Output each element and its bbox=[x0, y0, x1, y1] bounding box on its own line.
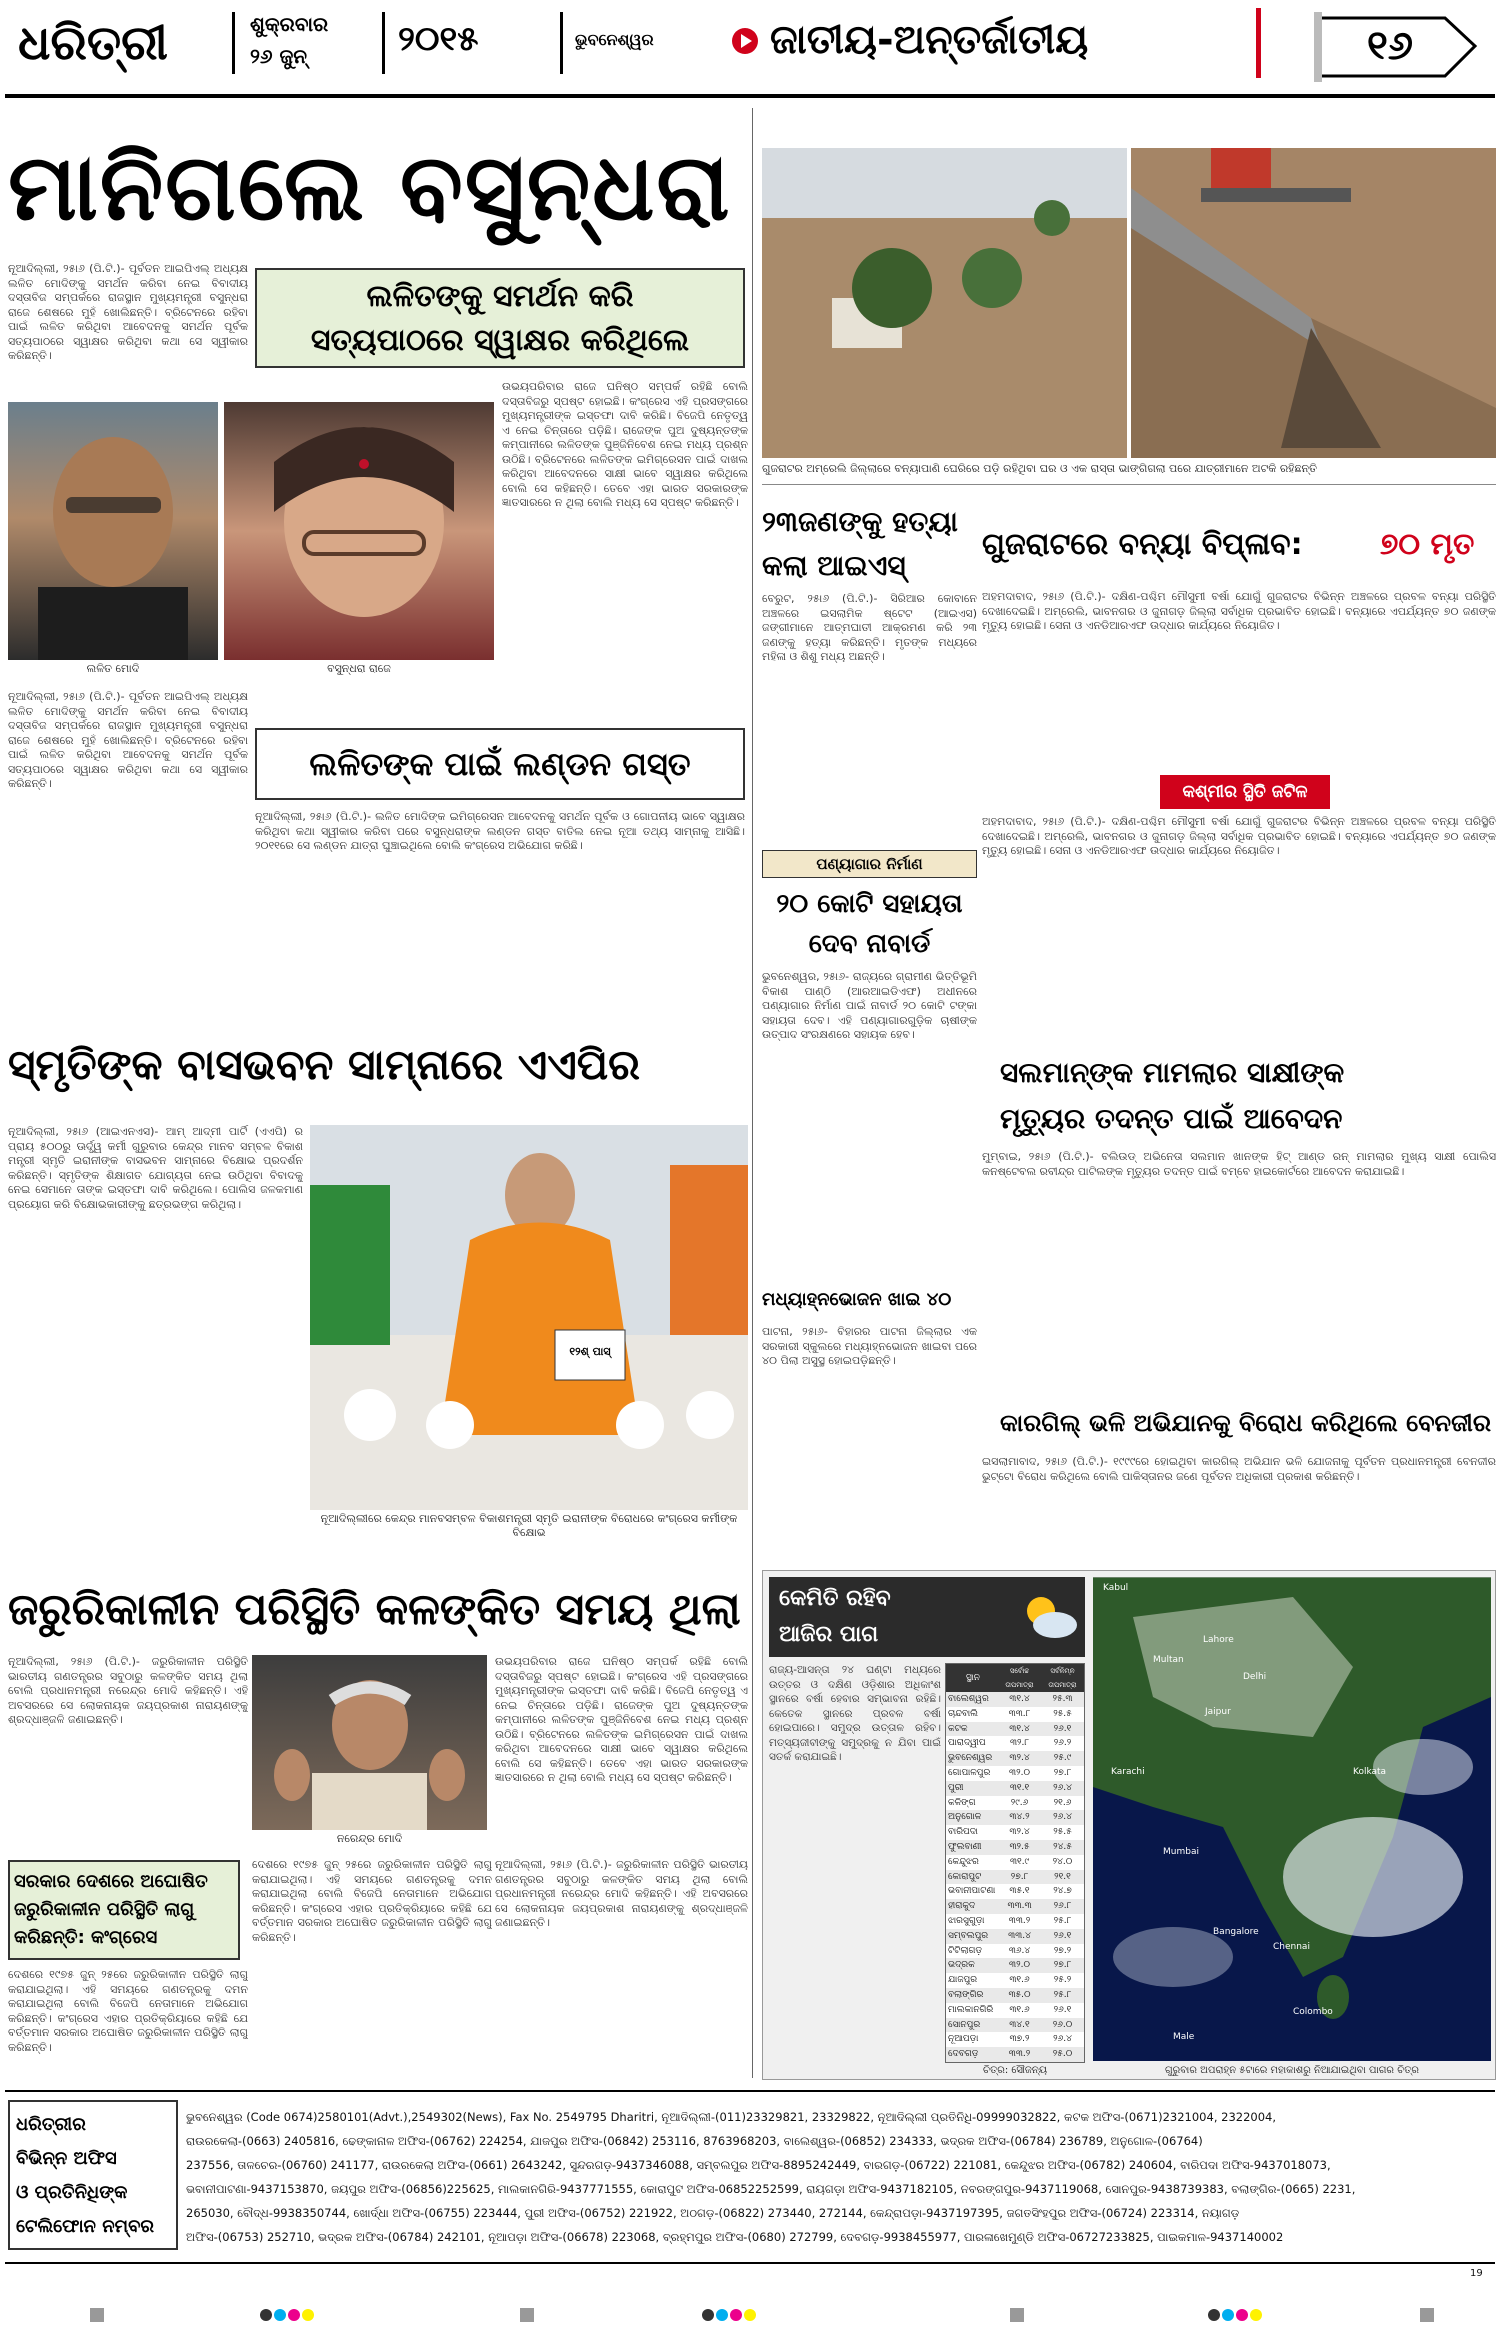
cell-place: ଭବାନୀପାଟଣା bbox=[948, 1886, 996, 1897]
lead-body-continued: ନୂଆଦିଲ୍ଲୀ, ୨୫ା୬ (ପି.ଟି.)- ପୂର୍ବତନ ଆଇପିଏଲ୍ ଅଧ୍ୟକ୍ଷ ଲଳିତ ମୋଦିଙ୍କୁ ସମର୍ଥନ କରିବା ନେଇ ବିବାଦୀୟ ଦସ୍ତାବିଜ ସମ୍ପର୍କରେ ରାଜସ୍ଥାନ ମୁଖ୍ୟମନ୍ତ୍ରୀ ବସୁନ୍ଧରା ରାଜେ ଶେଷରେ ମୁହଁ ଖୋଲିଛନ୍ତି। ବ୍ରିଟେନରେ ରହିବା ପାଇଁ ଲଳିତ କରିଥିବା ଆବେଦନକୁ ସମର୍ଥନ ପୂର୍ବକ ସତ୍ୟପାଠରେ ସ୍ୱାକ୍ଷର କରିଥିବା କଥା ସେ ସ୍ୱୀକାର କରିଛନ୍ତି। bbox=[8, 690, 248, 790]
masthead-city: ଭୁବନେଶ୍ୱର bbox=[575, 30, 654, 49]
masthead-divider bbox=[382, 12, 385, 74]
table-row bbox=[946, 1751, 1084, 1766]
aap-headline: ସ୍ମୃତିଙ୍କ ବାସଭବନ ସାମ୍ନାରେ ଏଏପିର bbox=[8, 1040, 640, 1089]
map-label: Jaipur bbox=[1205, 1707, 1231, 1717]
cell-max-temp: ୨୯.୬ bbox=[1010, 1797, 1029, 1808]
cell-place: ଟିଟିଲାଗଡ଼ bbox=[948, 1945, 983, 1956]
flood-photo-bridge bbox=[1131, 148, 1496, 458]
footer-line: ଭବାନୀପାଟଣା-9437153870, ଜୟପୁର ଅଫିସ-(06856)225625, ମାଲକାନଗିରି-9437771555, କୋରାପୁଟ ଅଫିସ-06852252599, ରାୟଗଡ଼ା ଅଫିସ-9437182105, ନବରଙ୍ଗପୁର-9437119068, ସୋନପୁର-9438739383, ବଲାଙ୍ଗିର-(0665) 2231, bbox=[186, 2182, 1356, 2196]
salman-body: ମୁମ୍ବାଇ, ୨୫ା୬ (ପି.ଟି.)- ବଲିଉଡ୍ ଅଭିନେତା ସଲମାନ ଖାନଙ୍କ ହିଟ୍ ଆଣ୍ଡ ରନ୍ ମାମଲାର ମୁଖ୍ୟ ସାକ୍ଷୀ ପୋଲିସ କନଷ୍ଟେବଲ ରବୀନ୍ଦ୍ର ପାଟିଲଙ୍କ ମୃତ୍ୟୁର ତଦନ୍ତ ପାଇଁ ବମ୍ବେ ହାଇକୋର୍ଟରେ ଆବେଦନ କରାଯାଇଛି। bbox=[982, 1150, 1496, 1178]
flood-headline-death-toll: ୭୦ ମୃତ bbox=[1380, 527, 1475, 562]
emergency-body-lower-mid: ଦେଶରେ ୧୯୭୫ ଜୁନ୍ ୨୫ରେ ଜରୁରିକାଳୀନ ପରିସ୍ଥିତି ଲାଗୁ କରାଯାଇଥିଲା। ଏହି ସମୟରେ ଗଣତନ୍ତ୍ରକୁ ଦମନ କରାଯାଇଥିଲା ବୋଲି ବିଜେପି ନେତାମାନେ ଅଭିଯୋଗ କରିଛନ୍ତି। କଂଗ୍ରେସ ଏହାର ପ୍ରତିକ୍ରିୟାରେ କହିଛି ଯେ ବର୍ତ୍ତମାନ ସରକାର ଅଘୋଷିତ ଜରୁରିକାଳୀନ ପରିସ୍ଥିତି ଲାଗୁ କରିଛନ୍ତି। bbox=[252, 1858, 492, 1944]
footer-box-line2: ବିଭିନ୍ନ ଅଫିସ bbox=[16, 2148, 117, 2169]
map-label: Mumbai bbox=[1163, 1847, 1199, 1857]
col-header-min: ସର୍ବନିମ୍ନ ତାପମାତ୍ରା bbox=[1048, 1667, 1077, 1689]
table-row bbox=[946, 1855, 1084, 1870]
section-red-bar bbox=[1256, 8, 1261, 78]
cell-max-temp: ୩୩.୪ bbox=[1008, 1930, 1031, 1941]
page-footer-number: 19 bbox=[1470, 2268, 1483, 2279]
cell-min-temp: ୨୭.୮ bbox=[1053, 1768, 1072, 1778]
aap-body: ନୂଆଦିଲ୍ଲୀ, ୨୫ା୬ (ଆଇଏନଏସ)- ଆମ୍ ଆଦ୍ମୀ ପାର୍ଟି (ଏଏପି) ର ପ୍ରାୟ ୫୦୦ରୁ ଊର୍ଦ୍ଧ୍ୱ କର୍ମୀ ଗୁରୁବାର କେନ୍ଦ୍ର ମାନବ ସମ୍ବଳ ବିକାଶ ମନ୍ତ୍ରୀ ସ୍ମୃତି ଇରାନୀଙ୍କ ବାସଭବନ ସାମ୍ନାରେ ବିକ୍ଷୋଭ ପ୍ରଦର୍ଶନ କରିଛନ୍ତି। ସ୍ମୃତିଙ୍କ ଶିକ୍ଷାଗତ ଯୋଗ୍ୟତା ନେଇ ଉଠିଥିବା ବିବାଦକୁ ନେଇ ସେମାନେ ତାଙ୍କ ଇସ୍ତଫା ଦାବି କରିଥିଲେ। ପୋଲିସ ଜଳକମାଣ ପ୍ରୟୋଗ କରି ବିକ୍ଷୋଭକାରୀଙ୍କୁ ଛତ୍ରଭଙ୍ଗ କରିଥିଲା। bbox=[8, 1125, 303, 1211]
footer-top-rule bbox=[5, 2090, 1495, 2092]
footer-phone-directory bbox=[186, 2105, 1492, 2255]
cell-min-temp: ୨୫.୨ bbox=[1053, 1975, 1072, 1986]
emergency-body-lower-right: ନୂଆଦିଲ୍ଲୀ, ୨୫ା୬ (ପି.ଟି.)- ଜରୁରିକାଳୀନ ପରିସ୍ଥିତି ଭାରତୀୟ ଗଣତନ୍ତ୍ରର ସବୁଠାରୁ କଳଙ୍କିତ ସମୟ ଥିଲା ବୋଲି ପ୍ରଧାନମନ୍ତ୍ରୀ ନରେନ୍ଦ୍ର ମୋଦି କହିଛନ୍ତି। ଏହି ଅବସରରେ ସେ ଲୋକନାୟକ ଜୟପ୍ରକାଶ ନାରାୟଣଙ୍କୁ ଶ୍ରଦ୍ଧାଞ୍ଜଳି ଜଣାଇଛନ୍ତି। bbox=[495, 1858, 748, 1929]
cell-min-temp: ୨୭.୨ bbox=[1053, 1945, 1072, 1956]
section-title: ଜାତୀୟ-ଅନ୍ତର୍ଜାତୀୟ bbox=[770, 17, 1089, 63]
cell-place: ପାରାଦ୍ୱୀପ bbox=[948, 1738, 986, 1749]
footer-line: ରାଉରକେଲା-(0663) 2405816, ଢେଙ୍କାନାଳ ଅଫିସ-(06762) 224254, ଯାଜପୁର ଅଫିସ-(06842) 253116, 8763968203, ବାଲେଶ୍ୱର-(06852) 234333, ଭଦ୍ରକ ଅଫିସ-(06784) 236789, ଅନୁଗୋଳ-(06764) bbox=[186, 2134, 1203, 2148]
emergency-body: ନୂଆଦିଲ୍ଲୀ, ୨୫ା୬ (ପି.ଟି.)- ଜରୁରିକାଳୀନ ପରିସ୍ଥିତି ଭାରତୀୟ ଗଣତନ୍ତ୍ରର ସବୁଠାରୁ କଳଙ୍କିତ ସମୟ ଥିଲା ବୋଲି ପ୍ରଧାନମନ୍ତ୍ରୀ ନରେନ୍ଦ୍ର ମୋଦି କହିଛନ୍ତି। ଏହି ଅବସରରେ ସେ ଲୋକନାୟକ ଜୟପ୍ରକାଶ ନାରାୟଣଙ୍କୁ ଶ୍ରଦ୍ଧାଞ୍ଜଳି ଜଣାଇଛନ୍ତି। bbox=[8, 1655, 248, 1726]
cell-min-temp: ୨୬.୪ bbox=[1053, 1812, 1072, 1823]
cell-place: କୋରାପୁଟ bbox=[948, 1871, 982, 1882]
cell-max-temp: ୩୭.୨ bbox=[1009, 2034, 1030, 2045]
salman-headline-line2: ମୃତ୍ୟୁର ତଦନ୍ତ ପାଇଁ ଆବେଦନ bbox=[1000, 1102, 1343, 1135]
weather-title-line2: ଆଜିର ପାଗ bbox=[779, 1622, 879, 1647]
narendra-modi-caption: ନରେନ୍ଦ୍ର ମୋଦି bbox=[336, 1832, 403, 1845]
masthead bbox=[0, 0, 1500, 100]
map-label: Karachi bbox=[1111, 1767, 1145, 1777]
table-row bbox=[946, 1899, 1084, 1914]
flood-photo-house bbox=[762, 148, 1127, 458]
table-row bbox=[946, 1944, 1084, 1959]
emergency-headline: ଜରୁରିକାଳୀନ ପରିସ୍ଥିତି କଳଙ୍କିତ ସମୟ ଥିଲା bbox=[8, 1584, 741, 1635]
footer-box-line1: ଧରିତ୍ରୀର bbox=[16, 2114, 86, 2135]
table-row bbox=[946, 1781, 1084, 1796]
cell-min-temp: ୨୬.୦ bbox=[1052, 2019, 1073, 2030]
emergency-body-lower: ଦେଶରେ ୧୯୭୫ ଜୁନ୍ ୨୫ରେ ଜରୁରିକାଳୀନ ପରିସ୍ଥିତି ଲାଗୁ କରାଯାଇଥିଲା। ଏହି ସମୟରେ ଗଣତନ୍ତ୍ରକୁ ଦମନ କରାଯାଇଥିଲା ବୋଲି ବିଜେପି ନେତାମାନେ ଅଭିଯୋଗ କରିଛନ୍ତି। କଂଗ୍ରେସ ଏହାର ପ୍ରତିକ୍ରିୟାରେ କହିଛି ଯେ ବର୍ତ୍ତମାନ ସରକାର ଅଘୋଷିତ ଜରୁରିକାଳୀନ ପରିସ୍ଥିତି ଲାଗୁ କରିଛନ୍ତି। bbox=[8, 1968, 248, 2054]
cell-min-temp: ୨୫.୫ bbox=[1053, 1708, 1072, 1719]
cell-max-temp: ୩୧.୧ bbox=[1009, 1782, 1030, 1793]
cell-place: କଟକ bbox=[948, 1723, 968, 1734]
cell-place: ବଲାଙ୍ଗିର bbox=[948, 1990, 984, 2000]
satellite-map bbox=[1093, 1577, 1491, 2061]
congress-box-line3: କରିଛନ୍ତି: କଂଗ୍ରେସ bbox=[14, 1927, 158, 1948]
satellite-map-caption: ଗୁରୁବାର ଅପରାହ୍ନ ୫ଟାରେ ମହାକାଶରୁ ନିଆଯାଇଥିବା ପାଗର ଚିତ୍ର bbox=[1164, 2065, 1420, 2076]
cell-min-temp: ୨୪.୭ bbox=[1053, 1886, 1072, 1897]
cell-max-temp: ୩୧.୪ bbox=[1009, 1694, 1030, 1704]
cell-max-temp: ୩୧.୪ bbox=[1009, 1723, 1030, 1734]
lead-subhead-line2: ସତ୍ୟପାଠରେ ସ୍ୱାକ୍ଷର କରିଥିଲେ bbox=[310, 323, 690, 358]
cell-max-temp: ୩୫.୧ bbox=[1009, 1886, 1030, 1897]
masthead-bottom-rule bbox=[5, 94, 1495, 98]
cell-place: ଗୋପାଳପୁର bbox=[948, 1768, 991, 1778]
meal-body: ପାଟନା, ୨୫ା୬- ବିହାରର ପାଟନା ଜିଲ୍ଲାର ଏକ ସରକାରୀ ସ୍କୁଲରେ ମଧ୍ୟାହ୍ନଭୋଜନ ଖାଇବା ପରେ ୪୦ ପିଲା ଅସୁସ୍ଥ ହୋଇପଡ଼ିଛନ୍ତି। bbox=[762, 1325, 977, 1367]
weather-title-bar bbox=[769, 1577, 1085, 1657]
cell-max-temp: ୩୫.୦ bbox=[1008, 1990, 1031, 2000]
cell-min-temp: ୨୭.୮ bbox=[1053, 1960, 1072, 1971]
nabard-headline-line2: ଦେବ ନାବାର୍ଡ bbox=[808, 929, 931, 959]
table-row bbox=[946, 1973, 1084, 1988]
nabard-body: ଭୁବନେଶ୍ୱର, ୨୫ା୬- ରାଜ୍ୟରେ ଗ୍ରାମୀଣ ଭିତ୍ତିଭୂମି ବିକାଶ ପାଣ୍ଠି (ଆରଆଇଡିଏଫ) ଅଧୀନରେ ପଣ୍ୟାଗାର ନିର୍ମାଣ ପାଇଁ ନାବାର୍ଡ ୨୦ କୋଟି ଟଙ୍କା ସହାୟତା ଦେବ। ଏହି ପଣ୍ୟାଗାରଗୁଡ଼ିକ ଚାଷୀଙ୍କ ଉତ୍ପାଦ ସଂରକ୍ଷଣରେ ସହାୟକ ହେବ। bbox=[762, 970, 977, 1041]
map-label: Kolkata bbox=[1353, 1767, 1387, 1777]
cell-max-temp: ୩୧.୬ bbox=[1009, 2004, 1030, 2015]
lalit-london-headline: ଲଳିତଙ୍କ ପାଇଁ ଲଣ୍ଡନ ଗସ୍ତ bbox=[309, 745, 691, 783]
footer-line: ଅଫିସ-(06753) 252710, ଭଦ୍ରକ ଅଫିସ-(06784) 242101, ନୂଆପଡ଼ା ଅଫିସ-(06678) 223068, ବ୍ରହ୍ମପୁର ଅଫିସ-(0680) 272799, ଦେବଗଡ଼-9938455977, ପାରଳାଖେମୁଣ୍ଡି ଅଫିସ-06727233825, ପାଇକମାଳ-9437140002 bbox=[186, 2230, 1284, 2244]
cell-place: ବାରିପଦା bbox=[948, 1827, 978, 1838]
footer-bottom-rule bbox=[5, 2262, 1495, 2264]
weather-source-note: ଚିତ୍ର: ସୌଜନ୍ୟ bbox=[983, 2065, 1047, 2076]
narendra-modi-photo bbox=[252, 1655, 487, 1830]
cell-max-temp: ୩୧.୬ bbox=[1009, 1975, 1030, 1986]
aap-placard-text: ୧୨ଶ୍ ପାସ୍ bbox=[569, 1345, 611, 1358]
flood-body: ଅହମଦାବାଦ, ୨୫ା୬ (ପି.ଟି.)- ଦକ୍ଷିଣ-ପଶ୍ଚିମ ମୌସୁମୀ ବର୍ଷା ଯୋଗୁଁ ଗୁଜରାଟର ବିଭିନ୍ନ ଅଞ୍ଚଳରେ ପ୍ରବଳ ବନ୍ୟା ପରିସ୍ଥିତି ଦେଖାଦେଇଛି। ଅମ୍ରେଲି, ଭାବନଗର ଓ ଜୁନାଗଡ଼ ଜିଲ୍ଲା ସର୍ବାଧିକ ପ୍ରଭାବିତ ହୋଇଛି। ବନ୍ୟାରେ ଏପର୍ଯ୍ୟନ୍ତ ୭୦ ଜଣଙ୍କ ମୃତ୍ୟୁ ହୋଇଛି। ସେନା ଓ ଏନଡିଆରଏଫ ଉଦ୍ଧାର କାର୍ଯ୍ୟରେ ନିୟୋଜିତ। bbox=[982, 590, 1496, 632]
cell-place: ଚାନ୍ଦବାଲି bbox=[948, 1708, 978, 1719]
sun-cloud-icon bbox=[1019, 1591, 1079, 1643]
congress-box-line2: ଜରୁରିକାଳୀନ ପରିସ୍ଥିତି ଲାଗୁ bbox=[14, 1899, 195, 1920]
lalit-london-box bbox=[255, 728, 745, 800]
table-row bbox=[946, 1914, 1084, 1929]
cell-max-temp: ୩୩.୮ bbox=[1008, 1708, 1031, 1719]
weather-title-line1: କେମିତି ରହିବ bbox=[779, 1586, 891, 1611]
table-body bbox=[946, 1692, 1084, 2062]
flood-photo-caption: ଗୁଜରାଟର ଅମ୍ରେଲି ଜିଲ୍ଲାରେ ବନ୍ୟାପାଣି ଘେରିରେ ପଡ଼ି ରହିଥିବା ଘର ଓ ଏକ ରାସ୍ତା ଭାଙ୍ଗିଗଲା ପରେ ଯାତ୍ରୀମାନେ ଅଟକି ରହିଛନ୍ତି bbox=[762, 462, 1317, 475]
cell-min-temp: ୨୬.୪ bbox=[1053, 1782, 1072, 1793]
lead-headline: ମାନିଗଲେ ବସୁନ୍ଧରା bbox=[8, 134, 732, 241]
cell-max-temp: ୩୨.୫ bbox=[1009, 1842, 1030, 1852]
col-header-place: ସ୍ଥାନ bbox=[966, 1673, 980, 1683]
cell-min-temp: ୨୧.୬ bbox=[1053, 1797, 1072, 1808]
cell-max-temp: ୩୨.୪ bbox=[1009, 1753, 1030, 1764]
col-header-max: ସର୍ବୋଚ୍ଚ ତାପମାତ୍ରା bbox=[1005, 1667, 1034, 1689]
print-registration-marks bbox=[0, 2300, 1500, 2330]
map-label: Kabul bbox=[1103, 1583, 1129, 1593]
cell-min-temp: ୨୬.୪ bbox=[1053, 2034, 1072, 2045]
map-label: Colombo bbox=[1293, 2007, 1333, 2017]
lead-subhead-box bbox=[255, 268, 745, 368]
cell-max-temp: ୨୭.୮ bbox=[1010, 1871, 1029, 1882]
footer-line: 265030, ବୌଦ୍ଧ-9938350744, ଖୋର୍ଦ୍ଧା ଅଫିସ-(06755) 223444, ପୁରୀ ଅଫିସ-(06752) 221922, ଅଠଗଡ଼-(06822) 273440, 272144, କେନ୍ଦ୍ରାପଡ଼ା-9437197395, ଜଗତସିଂହପୁର ଅଫିସ-(06724) 223314, ନୟାଗଡ଼ bbox=[186, 2206, 1240, 2220]
cell-min-temp: ୨୧.୧ bbox=[1054, 1871, 1071, 1882]
table-header-row bbox=[946, 1664, 1084, 1692]
cell-min-temp: ୨୬.୧ bbox=[1053, 1723, 1072, 1734]
cell-place: କଳିଙ୍ଗ bbox=[948, 1797, 976, 1808]
table-row bbox=[946, 2018, 1084, 2033]
cell-place: ଭଦ୍ରକ bbox=[948, 1960, 975, 1971]
newspaper-logo: ଧରିତ୍ରୀ bbox=[18, 15, 168, 71]
flood-headline-main: ଗୁଜରାଟରେ ବନ୍ୟା ବିପ୍ଳାବ: bbox=[982, 527, 1303, 562]
cell-min-temp: ୨୫.୯ bbox=[1053, 1753, 1072, 1764]
cell-min-temp: ୨୫.୮ bbox=[1053, 1990, 1072, 2000]
vasundhara-raje-photo bbox=[224, 402, 494, 660]
aap-photo-caption: ନୂଆଦିଲ୍ଲୀରେ କେନ୍ଦ୍ର ମାନବସମ୍ବଳ ବିକାଶମନ୍ତ୍ରୀ ସ୍ମୃତି ଇରାନୀଙ୍କ ବିରୋଧରେ କଂଗ୍ରେସ କର୍ମୀଙ୍କ ବିକ୍ଷୋଭ bbox=[320, 1512, 738, 1539]
masthead-day: ଶୁକ୍ରବାର bbox=[250, 12, 329, 36]
map-label: Lahore bbox=[1203, 1635, 1234, 1645]
table-row bbox=[946, 1884, 1084, 1899]
kargil-body: ଇସଲାମାବାଦ, ୨୫ା୬ (ପି.ଟି.)- ୧୯୯୯ରେ ହୋଇଥିବା କାରଗିଲ୍ ଅଭିଯାନ ଭଳି ଯୋଜନାକୁ ପୂର୍ବତନ ପ୍ରଧାନମନ୍ତ୍ରୀ ବେନଜୀର ଭୁଟ୍ଟୋ ବିରୋଧ କରିଥିଲେ ବୋଲି ପାକିସ୍ତାନର ଜଣେ ପୂର୍ବତନ ଅଧିକାରୀ ପ୍ରକାଶ କରିଛନ୍ତି। bbox=[982, 1455, 1496, 1483]
map-label: Male bbox=[1173, 2032, 1195, 2042]
cell-max-temp: ୩୩.୨ bbox=[1008, 2049, 1031, 2060]
map-label: Chennai bbox=[1273, 1942, 1310, 1952]
congress-reaction-box bbox=[8, 1860, 240, 1960]
cell-min-temp: ୨୫.୫ bbox=[1053, 1827, 1072, 1838]
cell-min-temp: ୨୪.୫ bbox=[1053, 1842, 1072, 1852]
nabard-headline-line1: ୨୦ କୋଟି ସହାୟତା bbox=[776, 889, 963, 919]
map-label: Bangalore bbox=[1213, 1927, 1259, 1937]
table-row bbox=[946, 2032, 1084, 2047]
nabard-tag-text: ପଣ୍ୟାଗାର ନିର୍ମାଣ bbox=[816, 855, 923, 873]
column-rule bbox=[752, 108, 753, 2078]
section-bullet-icon bbox=[730, 26, 760, 56]
footer-box-line4: ଟେଲିଫୋନ ନମ୍ବର bbox=[16, 2216, 155, 2237]
cell-place: ଝାରସୁଗୁଡ଼ା bbox=[948, 1916, 985, 1926]
table-row bbox=[946, 1707, 1084, 1722]
cell-max-temp: ୩୪.୧ bbox=[1009, 2019, 1030, 2030]
cell-min-temp: ୨୫.୦ bbox=[1052, 2049, 1073, 2060]
table-row bbox=[946, 1825, 1084, 1840]
table-row bbox=[946, 1870, 1084, 1885]
flood-caption-rule bbox=[762, 484, 1496, 485]
masthead-divider bbox=[232, 12, 235, 74]
table-row bbox=[946, 1766, 1084, 1781]
cell-place: ମାଲକାନଗିରି bbox=[948, 2004, 994, 2015]
footer-office-box bbox=[8, 2100, 178, 2250]
masthead-divider bbox=[560, 12, 563, 74]
table-row bbox=[946, 1722, 1084, 1737]
table-row bbox=[946, 2003, 1084, 2018]
cell-place: ହୀରାକୁଦ bbox=[948, 1901, 976, 1912]
cell-place: ଫୁଲବାଣୀ bbox=[948, 1842, 982, 1852]
cell-place: ଅନୁଗୋଳ bbox=[948, 1812, 982, 1823]
ias-headline-line1: ୨୩ଜଣଙ୍କୁ ହତ୍ୟା bbox=[762, 505, 958, 538]
cell-max-temp: ୩୧.୯ bbox=[1009, 1856, 1030, 1867]
cell-min-temp: ୨୬.୨ bbox=[1053, 1738, 1072, 1749]
congress-box-line1: ସରକାର ଦେଶରେ ଅଘୋଷିତ bbox=[14, 1871, 208, 1892]
table-row bbox=[946, 1692, 1084, 1707]
cell-max-temp: ୩୨.୦ bbox=[1009, 1768, 1030, 1778]
lalit-london-body: ନୂଆଦିଲ୍ଲୀ, ୨୫ା୬ (ପି.ଟି.)- ଲଳିତ ମୋଦିଙ୍କ ଇମିଗ୍ରେସନ ଆବେଦନକୁ ସମର୍ଥନ ପୂର୍ବକ ଓ ଗୋପନୀୟ ଭାବେ ସ୍ୱାକ୍ଷର କରିଥିବା କଥା ସ୍ୱୀକାର କରିବା ପରେ ବସୁନ୍ଧରାଙ୍କ ଲଣ୍ଡନ ଗସ୍ତ ବାତିଲ ନେଇ ନୂଆ ତଥ୍ୟ ସାମ୍ନାକୁ ଆସିଛି। ୨୦୧୧ରେ ସେ ଲଣ୍ଡନ ଯାତ୍ରା ଘୁଞ୍ଚାଇଥିଲେ ବୋଲି କଂଗ୍ରେସ ଅଭିଯୋଗ କରିଛି। bbox=[255, 810, 745, 852]
page-number: ୧୬ bbox=[1367, 23, 1413, 69]
masthead-year: ୨୦୧୫ bbox=[398, 19, 479, 59]
table-row bbox=[946, 1840, 1084, 1855]
cell-max-temp: ୩୩.୩ bbox=[1007, 1901, 1032, 1912]
emergency-body-right: ଉଭୟପରିବାର ରାଜେ ଘନିଷ୍ଠ ସମ୍ପର୍କ ରହିଛି ବୋଲି ଦସ୍ତାବିଜରୁ ସ୍ପଷ୍ଟ ହୋଇଛି। କଂଗ୍ରେସ ଏହି ପ୍ରସଙ୍ଗରେ ମୁଖ୍ୟମନ୍ତ୍ରୀଙ୍କ ଇସ୍ତଫା ଦାବି କରିଛି। ବିଜେପି ନେତୃତ୍ୱ ଏ ନେଇ ଚିନ୍ତାରେ ପଡ଼ିଛି। ରାଜେଙ୍କ ପୁଅ ଦୁଷ୍ୟନ୍ତଙ୍କ କମ୍ପାନୀରେ ଲଳିତଙ୍କ ପୁଞ୍ଜିନିବେଶ ନେଇ ମଧ୍ୟ ପ୍ରଶ୍ନ ଉଠିଛି। ବ୍ରିଟେନରେ ଲଳିତଙ୍କ ଇମିଗ୍ରେସନ ପାଇଁ ଦାଖଲ କରିଥିବା ଆବେଦନରେ ସାକ୍ଷୀ ଭାବେ ସ୍ୱାକ୍ଷର କରିଥିଲେ ବୋଲି ସେ କହିଛନ୍ତି। ତେବେ ଏହା ଭାରତ ସରକାରଙ୍କ ଜ୍ଞାତସାରରେ ନ ଥିଲା ବୋଲି ମଧ୍ୟ ସେ ସ୍ପଷ୍ଟ କରିଛନ୍ତି। bbox=[495, 1655, 748, 1784]
cell-max-temp: ୩୪.୨ bbox=[1009, 1812, 1030, 1823]
table-row bbox=[946, 1796, 1084, 1811]
table-row bbox=[946, 1810, 1084, 1825]
footer-box-line3: ଓ ପ୍ରତିନିଧିଙ୍କ bbox=[16, 2182, 128, 2203]
cell-min-temp: ୨୬.୮ bbox=[1053, 1901, 1072, 1912]
cell-place: ଯାଜପୁର bbox=[948, 1975, 978, 1986]
cell-min-temp: ୨୫.୮ bbox=[1053, 1916, 1072, 1926]
ias-body: ବେରୁଟ, ୨୫ା୬ (ପି.ଟି.)- ସିରିଆର କୋବାନେ ଅଞ୍ଚଳରେ ଇସଲାମିକ ଷ୍ଟେଟ (ଆଇଏସ) ଜଙ୍ଗୀମାନେ ଆତ୍ମଘାତୀ ଆକ୍ରମଣ କରି ୨୩ ଜଣଙ୍କୁ ହତ୍ୟା କରିଛନ୍ତି। ମୃତଙ୍କ ମଧ୍ୟରେ ମହିଳା ଓ ଶିଶୁ ମଧ୍ୟ ଅଛନ୍ତି। bbox=[762, 592, 977, 663]
table-row bbox=[946, 1736, 1084, 1751]
lalit-modi-caption: ଲଳିତ ମୋଦି bbox=[86, 662, 140, 675]
ias-headline-line2: କଲା ଆଇଏସ୍ bbox=[762, 549, 906, 582]
cell-min-temp: ୨୬.୧ bbox=[1053, 1930, 1072, 1941]
cell-min-temp: ୨୪.୦ bbox=[1052, 1856, 1073, 1867]
cell-place: ସମ୍ବଲପୁର bbox=[948, 1930, 989, 1941]
footer-line: 237556, ତାଳଚେର-(06760) 241177, ରାଉରକେଲା ଅଫିସ-(0661) 2643242, ସୁନ୍ଦରଗଡ଼-9437346088, ସମ୍ବଲପୁର ଅଫିସ-8895242449, ବାରଗଡ଼-(06722) 221081, କେନ୍ଦୁଝର ଅଫିସ-(06782) 240604, ବାରିପଦା ଅଫିସ-9437018073, bbox=[186, 2158, 1331, 2172]
nabard-tag bbox=[762, 850, 977, 878]
cell-place: କେନ୍ଦୁଝର bbox=[948, 1856, 979, 1867]
lead-subhead-line1: ଲଳିତଙ୍କୁ ସମର୍ଥନ କରି bbox=[366, 279, 634, 314]
masthead-date: ୨୬ ଜୁନ୍ bbox=[250, 44, 308, 68]
table-row bbox=[946, 1929, 1084, 1944]
cell-min-temp: ୨୫.୩ bbox=[1052, 1694, 1073, 1704]
kashmir-box bbox=[1160, 775, 1330, 809]
footer-line: ଭୁବନେଶ୍ୱର (Code 0674)2580101(Advt.),2549302(News), Fax No. 2549795 Dharitri, ନୂଆଦିଲ୍ଲୀ-(011)23329821, 23329822, ନୂଆଦିଲ୍ଲୀ ପ୍ରତିନିଧି-09999032822, କଟକ ଅଫିସ-(0671)2321004, 2322004, bbox=[186, 2110, 1277, 2124]
map-label: Delhi bbox=[1243, 1672, 1267, 1682]
meal-headline: ମଧ୍ୟାହ୍ନଭୋଜନ ଖାଇ ୪୦ bbox=[762, 1289, 952, 1310]
table-row bbox=[946, 1958, 1084, 1973]
flood-body-continued: ଅହମଦାବାଦ, ୨୫ା୬ (ପି.ଟି.)- ଦକ୍ଷିଣ-ପଶ୍ଚିମ ମୌସୁମୀ ବର୍ଷା ଯୋଗୁଁ ଗୁଜରାଟର ବିଭିନ୍ନ ଅଞ୍ଚଳରେ ପ୍ରବଳ ବନ୍ୟା ପରିସ୍ଥିତି ଦେଖାଦେଇଛି। ଅମ୍ରେଲି, ଭାବନଗର ଓ ଜୁନାଗଡ଼ ଜିଲ୍ଲା ସର୍ବାଧିକ ପ୍ରଭାବିତ ହୋଇଛି। ବନ୍ୟାରେ ଏପର୍ଯ୍ୟନ୍ତ ୭୦ ଜଣଙ୍କ ମୃତ୍ୟୁ ହୋଇଛି। ସେନା ଓ ଏନଡିଆରଏଫ ଉଦ୍ଧାର କାର୍ଯ୍ୟରେ ନିୟୋଜିତ। bbox=[982, 815, 1496, 857]
cell-place: ଭୁବନେଶ୍ୱର bbox=[948, 1753, 993, 1764]
vasundhara-raje-caption: ବସୁନ୍ଧରା ରାଜେ bbox=[327, 662, 391, 675]
salman-headline-line1: ସଲମାନ୍‌ଙ୍କ ମାମଲାର ସାକ୍ଷୀଙ୍କ bbox=[1000, 1056, 1345, 1089]
cell-place: ନୂଆପଡ଼ା bbox=[948, 2034, 979, 2045]
lalit-modi-photo bbox=[8, 402, 218, 660]
weather-panel bbox=[762, 1570, 1496, 2080]
cell-max-temp: ୩୨.୮ bbox=[1009, 1738, 1030, 1749]
cell-max-temp: ୩୬.୪ bbox=[1008, 1945, 1031, 1956]
cell-place: ଦେବଗଡ଼ bbox=[948, 2049, 979, 2060]
cell-place: ସୋନପୁର bbox=[948, 2019, 981, 2030]
cell-max-temp: ୩୩.୨ bbox=[1008, 1916, 1031, 1926]
cell-min-temp: ୨୬.୧ bbox=[1053, 2004, 1072, 2015]
temperature-table bbox=[945, 1663, 1085, 2063]
lead-body: ଉଭୟପରିବାର ରାଜେ ଘନିଷ୍ଠ ସମ୍ପର୍କ ରହିଛି ବୋଲି ଦସ୍ତାବିଜରୁ ସ୍ପଷ୍ଟ ହୋଇଛି। କଂଗ୍ରେସ ଏହି ପ୍ରସଙ୍ଗରେ ମୁଖ୍ୟମନ୍ତ୍ରୀଙ୍କ ଇସ୍ତଫା ଦାବି କରିଛି। ବିଜେପି ନେତୃତ୍ୱ ଏ ନେଇ ଚିନ୍ତାରେ ପଡ଼ିଛି। ରାଜେଙ୍କ ପୁଅ ଦୁଷ୍ୟନ୍ତଙ୍କ କମ୍ପାନୀରେ ଲଳିତଙ୍କ ପୁଞ୍ଜିନିବେଶ ନେଇ ମଧ୍ୟ ପ୍ରଶ୍ନ ଉଠିଛି। ବ୍ରିଟେନରେ ଲଳିତଙ୍କ ଇମିଗ୍ରେସନ ପାଇଁ ଦାଖଲ କରିଥିବା ଆବେଦନରେ ସାକ୍ଷୀ ଭାବେ ସ୍ୱାକ୍ଷର କରିଥିଲେ ବୋଲି ସେ କହିଛନ୍ତି। ତେବେ ଏହା ଭାରତ ସରକାରଙ୍କ ଜ୍ଞାତସାରରେ ନ ଥିଲା ବୋଲି ମଧ୍ୟ ସେ ସ୍ପଷ୍ଟ କରିଛନ୍ତି। bbox=[502, 380, 748, 509]
kargil-headline: କାରଗିଲ୍ ଭଳି ଅଭିଯାନକୁ ବିରୋଧ କରିଥିଲେ ବେନଜୀର bbox=[1000, 1409, 1492, 1437]
cell-max-temp: ୩୨.୪ bbox=[1009, 1827, 1030, 1838]
map-label: Multan bbox=[1153, 1655, 1184, 1665]
table-row bbox=[946, 1988, 1084, 2003]
weather-forecast-text: ରାଜ୍ୟ-ଆସନ୍ତା ୨୪ ଘଣ୍ଟା ମଧ୍ୟରେ ଉତ୍ତର ଓ ଦକ୍ଷିଣ ଓଡ଼ିଶାର ଅଧିକାଂଶ ସ୍ଥାନରେ ବର୍ଷା ହେବାର ସମ୍ଭାବନା ରହିଛି। କେତେକ ସ୍ଥାନରେ ପ୍ରବଳ ବର୍ଷା ହୋଇପାରେ। ସମୁଦ୍ର ଉତ୍ତାଳ ରହିବ। ମତ୍ସ୍ୟଜୀବୀଙ୍କୁ ସମୁଦ୍ରକୁ ନ ଯିବା ପାଇଁ ସତର୍କ କରାଯାଇଛି। bbox=[769, 1664, 941, 1763]
cell-place: ପୁରୀ bbox=[948, 1782, 964, 1793]
table-row bbox=[946, 2047, 1084, 2062]
cell-place: ବାଲେଶ୍ୱର bbox=[948, 1694, 989, 1704]
lead-intro: ନୂଆଦିଲ୍ଲୀ, ୨୫ା୬ (ପି.ଟି.)- ପୂର୍ବତନ ଆଇପିଏଲ୍ ଅଧ୍ୟକ୍ଷ ଲଳିତ ମୋଦିଙ୍କୁ ସମର୍ଥନ କରିବା ନେଇ ବିବାଦୀୟ ଦସ୍ତାବିଜ ସମ୍ପର୍କରେ ରାଜସ୍ଥାନ ମୁଖ୍ୟମନ୍ତ୍ରୀ ବସୁନ୍ଧରା ରାଜେ ଶେଷରେ ମୁହଁ ଖୋଲିଛନ୍ତି। ବ୍ରିଟେନରେ ରହିବା ପାଇଁ ଲଳିତ କରିଥିବା ଆବେଦନକୁ ସମର୍ଥନ ପୂର୍ବକ ସତ୍ୟପାଠରେ ସ୍ୱାକ୍ଷର କରିଥିବା କଥା ସେ ସ୍ୱୀକାର କରିଛନ୍ତି। bbox=[8, 262, 248, 362]
kashmir-box-text: କଶ୍ମୀର ସ୍ଥିତି ଜଟିଳ bbox=[1182, 782, 1308, 802]
cell-max-temp: ୩୨.୦ bbox=[1009, 1960, 1030, 1971]
aap-protest-photo bbox=[310, 1125, 748, 1510]
